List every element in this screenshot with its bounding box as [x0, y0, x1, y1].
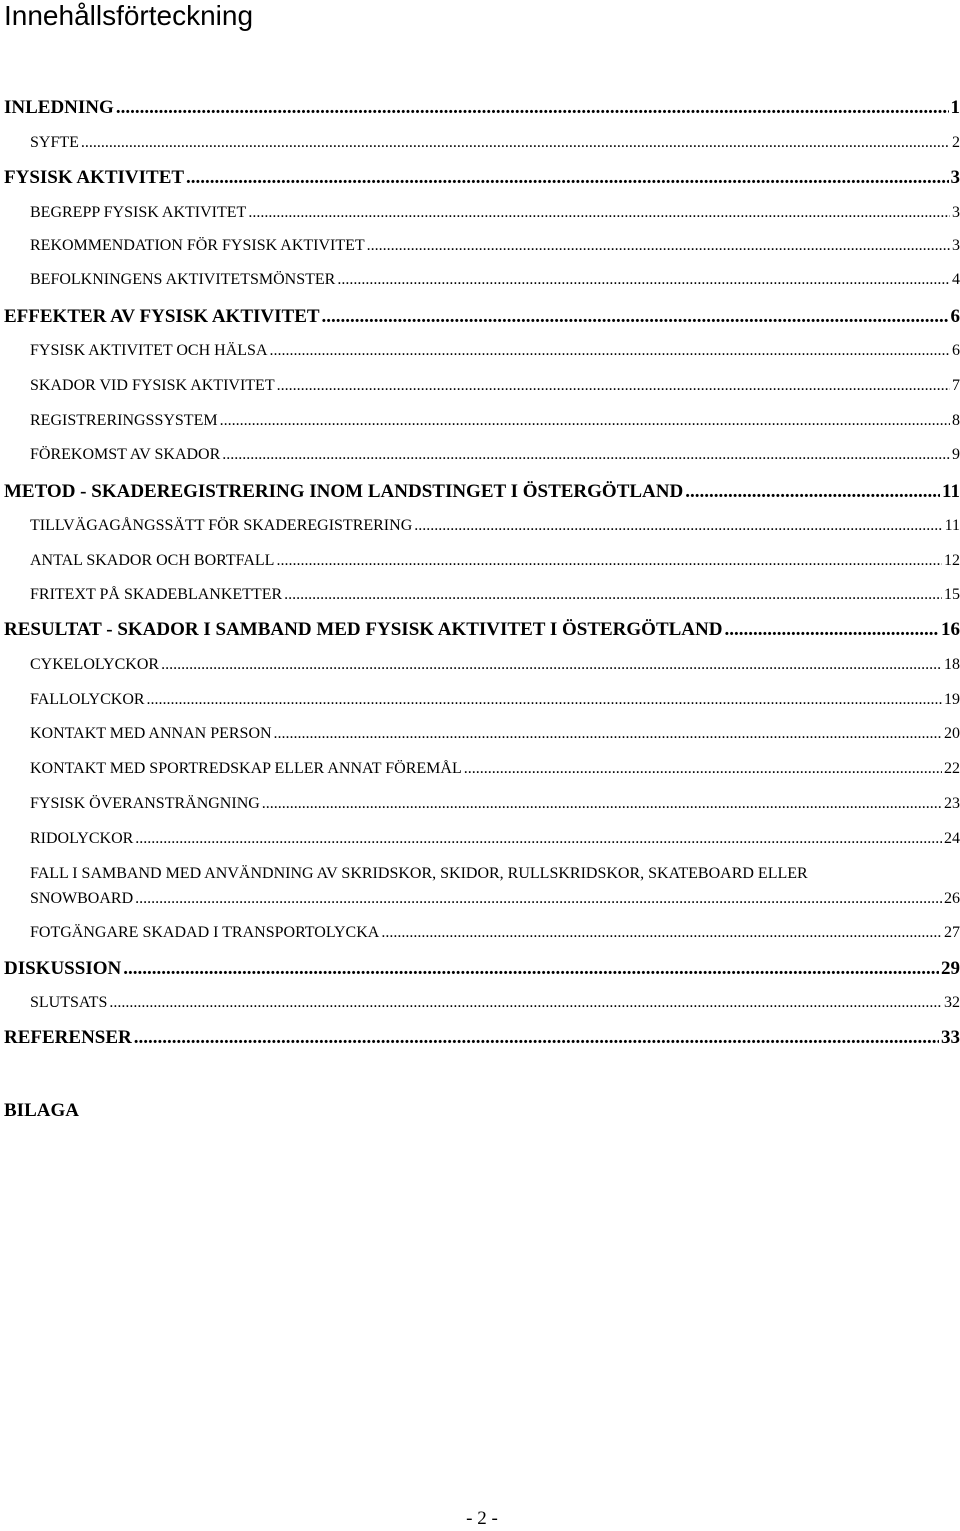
- dot-leader: [724, 619, 939, 641]
- dot-leader: [274, 725, 942, 743]
- toc-page-number: 26: [944, 890, 960, 907]
- toc-entry-skador-vid[interactable]: [30, 377, 960, 395]
- toc-entry-title: SKADOR VID FYSISK AKTIVITET: [30, 377, 275, 394]
- toc-page-number: 11: [944, 517, 960, 534]
- toc-entry-syfte[interactable]: [30, 134, 960, 152]
- toc-entry-kontakt-person[interactable]: [30, 725, 960, 743]
- toc-page-number: 2: [952, 134, 960, 151]
- toc-entry-title: METOD - SKADEREGISTRERING INOM LANDSTINGET I ÖSTERGÖTLAND: [4, 481, 684, 502]
- toc-page-number: 32: [944, 994, 960, 1011]
- dot-leader: [109, 994, 942, 1012]
- toc-entry-title: KONTAKT MED ANNAN PERSON: [30, 725, 272, 742]
- toc-entry-metod[interactable]: [4, 481, 960, 503]
- toc-entry-referenser[interactable]: [4, 1027, 960, 1049]
- toc-page-number: 9: [952, 446, 960, 463]
- toc-entry-halsa[interactable]: [30, 342, 960, 360]
- toc-entry-title: RIDOLYCKOR: [30, 830, 134, 847]
- toc-entry-begrepp[interactable]: [30, 204, 960, 222]
- dot-leader: [116, 97, 949, 119]
- toc-entry-title: FÖREKOMST AV SKADOR: [30, 446, 221, 463]
- dot-leader: [186, 167, 948, 189]
- toc-entry-fritext[interactable]: [30, 586, 960, 604]
- toc-page-number: 1: [950, 97, 960, 118]
- dot-leader: [135, 830, 942, 848]
- toc-page-number: 3: [950, 167, 960, 188]
- toc-entry-title: INLEDNING: [4, 97, 114, 118]
- dot-leader: [414, 517, 942, 535]
- toc-entry-fallolyckor[interactable]: [30, 691, 960, 709]
- toc-entry-title: BEGREPP FYSISK AKTIVITET: [30, 204, 247, 221]
- toc-entry-ridolyckor[interactable]: [30, 830, 960, 848]
- toc-entry-title: CYKELOLYCKOR: [30, 656, 160, 673]
- toc-entry-overanstrangning[interactable]: [30, 795, 960, 813]
- dot-leader: [134, 1027, 939, 1049]
- toc-page-number: 12: [944, 552, 960, 569]
- dot-leader: [270, 342, 951, 360]
- toc-page-number: 3: [952, 204, 960, 221]
- toc-entry-title: REKOMMENDATION FÖR FYSISK AKTIVITET: [30, 237, 365, 254]
- toc-entry-fall-skridskor[interactable]: [30, 890, 960, 908]
- toc-entry-resultat[interactable]: [4, 619, 960, 641]
- toc-page-number: 3: [952, 237, 960, 254]
- toc-entry-antal-skador[interactable]: [30, 552, 960, 570]
- dot-leader: [248, 204, 950, 222]
- toc-entry-title: REGISTRERINGSSYSTEM: [30, 412, 218, 429]
- toc-page-number: 4: [952, 271, 960, 288]
- dot-leader: [220, 412, 950, 430]
- toc-entry-title: FALLOLYCKOR: [30, 691, 145, 708]
- toc-entry-title: FYSISK AKTIVITET OCH HÄLSA: [30, 342, 268, 359]
- toc-entry-title: FYSISK AKTIVITET: [4, 167, 185, 188]
- toc-entry-title: FOTGÄNGARE SKADAD I TRANSPORTOLYCKA: [30, 924, 380, 941]
- dot-leader: [81, 134, 950, 152]
- toc-entry-slutsats[interactable]: [30, 994, 960, 1012]
- toc-page-number: 18: [944, 656, 960, 673]
- dot-leader: [262, 795, 942, 813]
- toc-entry-title: SNOWBOARD: [30, 890, 134, 907]
- toc-entry-inledning[interactable]: [4, 97, 960, 119]
- dot-leader: [685, 481, 940, 503]
- toc-page-number: 7: [952, 377, 960, 394]
- dot-leader: [367, 237, 950, 255]
- dot-leader: [276, 552, 942, 570]
- toc-entry-title: EFFEKTER AV FYSISK AKTIVITET: [4, 306, 320, 327]
- toc-page-number: 29: [941, 958, 960, 979]
- toc-page-number: 15: [944, 586, 960, 603]
- toc-entry-title: FYSISK ÖVERANSTRÄNGNING: [30, 795, 260, 812]
- toc-entry-forekomst[interactable]: [30, 446, 960, 464]
- dot-leader: [277, 377, 950, 395]
- toc-page-number: 33: [941, 1027, 960, 1048]
- dot-leader: [147, 691, 942, 709]
- toc-entry-title: KONTAKT MED SPORTREDSKAP ELLER ANNAT FÖREMÅL: [30, 760, 462, 777]
- toc-page-number: 24: [944, 830, 960, 847]
- toc-entry-registreringssystem[interactable]: [30, 412, 960, 430]
- dot-leader: [322, 306, 949, 328]
- page-number-text: - 2 -: [466, 1508, 498, 1529]
- dot-leader: [464, 760, 942, 778]
- toc-page-number: 11: [942, 481, 960, 502]
- toc-entry-title: ANTAL SKADOR OCH BORTFALL: [30, 552, 275, 569]
- toc-page-number: 20: [944, 725, 960, 742]
- toc-entry-cykelolyckor[interactable]: [30, 656, 960, 674]
- toc-entry-title: RESULTAT - SKADOR I SAMBAND MED FYSISK AKTIVITET I ÖSTERGÖTLAND: [4, 619, 723, 640]
- page-title: Innehållsförteckning: [4, 0, 254, 31]
- toc-page-number: 16: [941, 619, 960, 640]
- toc-entry-title: SYFTE: [30, 134, 79, 151]
- toc-page-number: 6: [950, 306, 960, 327]
- toc-entry-fall-skridskor-line1[interactable]: FALL I SAMBAND MED ANVÄNDNING AV SKRIDSKOR, SKIDOR, RULLSKRIDSKOR, SKATEBOARD ELLER: [30, 865, 808, 882]
- toc-entry-fotgangare[interactable]: [30, 924, 960, 942]
- toc-page-number: 6: [952, 342, 960, 359]
- toc-entry-title: BEFOLKNINGENS AKTIVITETSMÖNSTER: [30, 271, 336, 288]
- toc-entry-fysisk-aktivitet[interactable]: [4, 167, 960, 189]
- toc-entry-kontakt-sportredskap[interactable]: [30, 760, 960, 778]
- dot-leader: [284, 586, 942, 604]
- toc-entry-befolkningens[interactable]: [30, 271, 960, 289]
- toc-entry-title: REFERENSER: [4, 1027, 132, 1048]
- dot-leader: [381, 924, 942, 942]
- dot-leader: [337, 271, 950, 289]
- toc-page-number: 23: [944, 795, 960, 812]
- page-number: [0, 1508, 960, 1530]
- toc-entry-title: FRITEXT PÅ SKADEBLANKETTER: [30, 586, 283, 603]
- toc-page-number: 19: [944, 691, 960, 708]
- toc-entry-rekommendation[interactable]: [30, 237, 960, 255]
- dot-leader: [222, 446, 950, 464]
- toc-page-number: 8: [952, 412, 960, 429]
- toc-entry-effekter[interactable]: [4, 306, 960, 328]
- dot-leader: [123, 958, 939, 980]
- toc-entry-tillvagagangssatt[interactable]: [30, 517, 960, 535]
- toc-entry-title: TILLVÄGAGÅNGSSÄTT FÖR SKADEREGISTRERING: [30, 517, 413, 534]
- dot-leader: [161, 656, 942, 674]
- toc-entry-title: SLUTSATS: [30, 994, 108, 1011]
- toc-page-number: 27: [944, 924, 960, 941]
- toc-entry-diskussion[interactable]: [4, 958, 960, 980]
- toc-entry-title: DISKUSSION: [4, 958, 122, 979]
- appendix-heading: BILAGA: [4, 1100, 79, 1121]
- toc-page-number: 22: [944, 760, 960, 777]
- dot-leader: [135, 890, 942, 908]
